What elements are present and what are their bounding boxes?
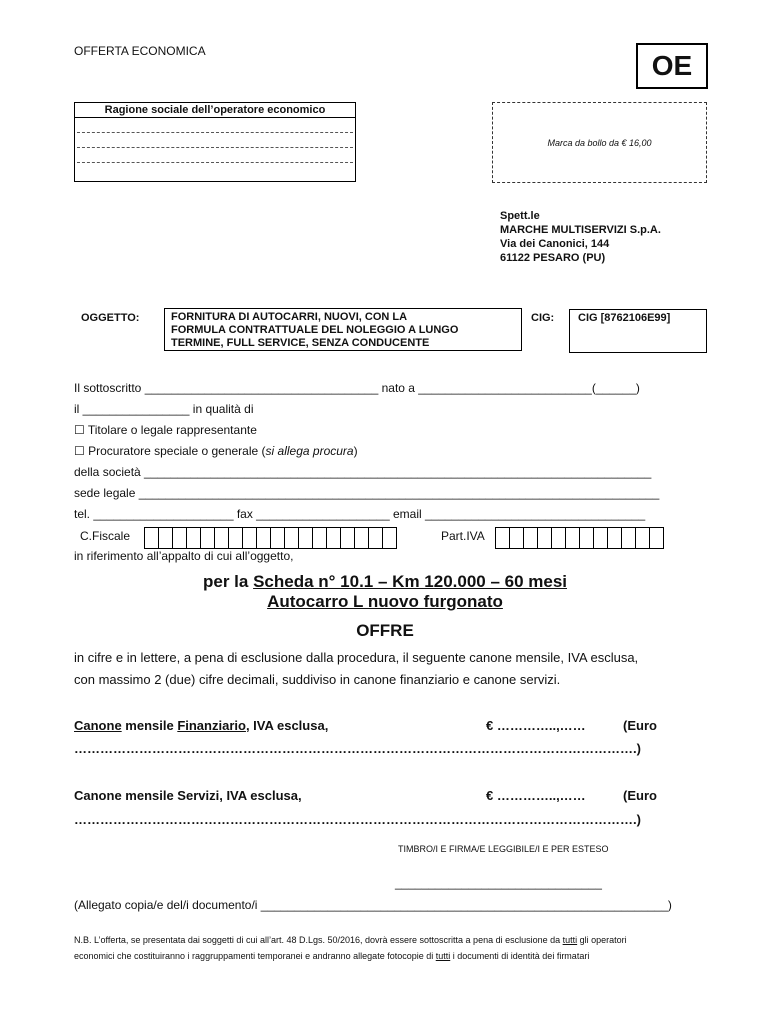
canone-finanziario-euro: (Euro	[623, 718, 657, 733]
firma-line[interactable]: _______________________________	[395, 876, 602, 890]
nota-e: tutti	[435, 951, 451, 961]
societa-line[interactable]: della società ____________________________________________________________________________	[74, 465, 652, 479]
nota-line-1	[74, 935, 627, 945]
scheda-prefix: per la	[202, 572, 254, 591]
ragione-line-2[interactable]	[77, 133, 353, 148]
scheda-title	[0, 572, 770, 592]
recipient-line-3: Via dei Canonici, 144	[500, 238, 610, 250]
recipient-line-2: MARCHE MULTISERVIZI S.p.A.	[500, 224, 661, 236]
canone1-d: , IVA esclusa,	[245, 718, 329, 733]
form-code-box: OE	[636, 43, 708, 89]
canone-finanziario-words[interactable]: ………………………………………………………………………………………………………………….)	[74, 741, 641, 756]
intro-line-2: con massimo 2 (due) cifre decimali, suddiviso in canone finanziario e canone servizi.	[74, 672, 561, 687]
scheda-subtitle: Autocarro L nuovo furgonato	[267, 592, 503, 611]
recipient-line-1: Spett.le	[500, 210, 540, 222]
offre-heading: OFFRE	[356, 621, 414, 640]
ragione-sociale-box[interactable]	[74, 102, 356, 182]
marca-da-bollo-box: Marca da bollo da € 16,00	[492, 102, 707, 183]
oggetto-line-2: FORMULA CONTRATTUALE DEL NOLEGGIO A LUNGO	[171, 324, 459, 336]
nota-line-2	[74, 951, 589, 961]
cig-label: CIG:	[531, 312, 555, 324]
data-nascita-line[interactable]: il ________________ in qualità di	[74, 402, 254, 416]
canone1-c: Finanziario	[177, 718, 246, 733]
canone-finanziario-label	[74, 718, 328, 733]
cig-box: CIG [8762106E99]	[569, 309, 707, 353]
sede-legale-line[interactable]: sede legale ______________________________________________________________________________	[74, 486, 660, 500]
nota-f: i documenti di identità dei firmatari	[450, 951, 590, 961]
canone-servizi-words[interactable]: ………………………………………………………………………………………………………………….)	[74, 812, 641, 827]
codice-fiscale-label: C.Fiscale	[80, 529, 131, 543]
canone-servizi-euro: (Euro	[623, 788, 657, 803]
ragione-line-3[interactable]	[77, 148, 353, 163]
canone-finanziario-amount[interactable]: € …………..,……	[486, 718, 586, 733]
canone1-a: Canone	[74, 718, 122, 733]
intro-line-1: in cifre e in lettere, a pena di esclusione dalla procedura, il seguente canone mensile, IVA esclusa,	[74, 650, 639, 665]
oggetto-line-3: TERMINE, FULL SERVICE, SENZA CONDUCENTE	[171, 337, 430, 349]
document-title: OFFERTA ECONOMICA	[74, 44, 206, 58]
procuratore-label: ☐ Procuratore speciale o generale (	[74, 444, 266, 458]
nota-c: gli operatori	[577, 935, 627, 945]
contatti-line[interactable]: tel. _____________________ fax ____________________ email _________________________________	[74, 507, 646, 521]
partita-iva-cells[interactable]	[496, 527, 664, 549]
firma-label: TIMBRO/I E FIRMA/E LEGGIBILE/I E PER ESTESO	[398, 844, 609, 854]
codice-fiscale-cells[interactable]	[145, 527, 397, 549]
nota-a: N.B. L’offerta, se presentata dai soggetti di cui all’art. 48 D.Lgs. 50/2016, dovrà essere sottoscritta a pena di esclusione da	[74, 935, 563, 945]
procuratore-checkbox[interactable]	[74, 444, 358, 458]
procuratore-close: )	[353, 444, 358, 458]
nota-d: economici che costituiranno i raggruppamenti temporanei e andranno allegate fotocopie di	[74, 951, 436, 961]
oggetto-box	[164, 308, 522, 351]
oggetto-label: OGGETTO:	[81, 312, 140, 324]
sottoscritto-line[interactable]: Il sottoscritto ___________________________________ nato a __________________________(______)	[74, 381, 640, 395]
oggetto-line-1: FORNITURA DI AUTOCARRI, NUOVI, CON LA	[171, 311, 408, 323]
canone1-b: mensile	[121, 718, 178, 733]
allegato-line[interactable]: (Allegato copia/e del/i documento/i _____________________________________________________________)	[74, 898, 672, 912]
ragione-sociale-label: Ragione sociale dell’operatore economico	[75, 103, 355, 118]
partita-iva-label: Part.IVA	[441, 529, 485, 543]
canone-servizi-amount[interactable]: € …………..,……	[486, 788, 586, 803]
ragione-line-1[interactable]	[77, 118, 353, 133]
recipient-line-4: 61122 PESARO (PU)	[500, 252, 606, 264]
riferimento-line: in riferimento all’appalto di cui all’oggetto,	[74, 549, 294, 563]
nota-b: tutti	[562, 935, 578, 945]
procura-note: si allega procura	[265, 444, 354, 458]
titolare-checkbox[interactable]: ☐ Titolare o legale rappresentante	[74, 423, 257, 437]
canone-servizi-label: Canone mensile Servizi, IVA esclusa,	[74, 788, 302, 803]
scheda-line-1: Scheda n° 10.1 – Km 120.000 – 60 mesi	[253, 572, 568, 591]
